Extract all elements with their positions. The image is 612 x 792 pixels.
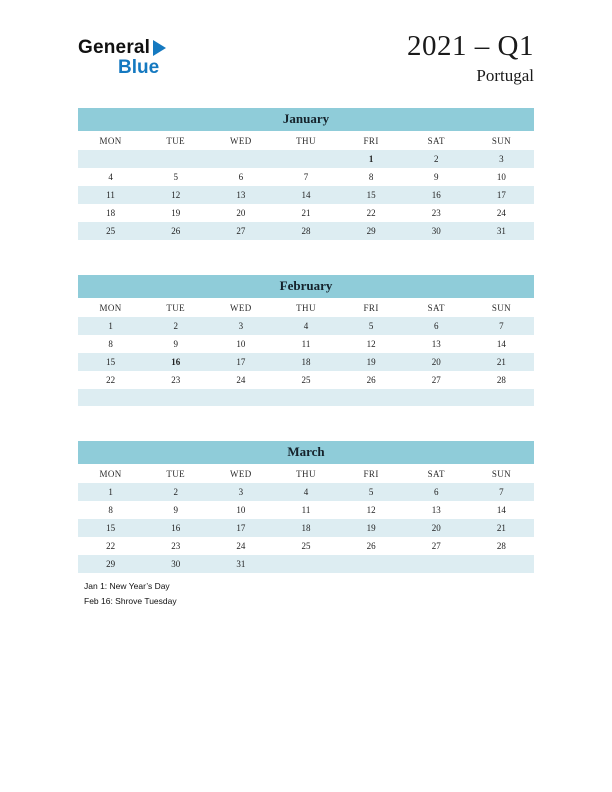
day-cell: 18 — [301, 523, 311, 533]
weekday-header: WED — [208, 298, 273, 317]
footnote: Jan 1: New Year’s Day — [84, 581, 170, 591]
day-cell: 5 — [173, 172, 178, 182]
day-cell: 10 — [496, 172, 506, 182]
day-cell: 20 — [431, 523, 441, 533]
day-cell: 8 — [108, 339, 113, 349]
day-cell: 16 — [431, 190, 441, 200]
weekday-header: MON — [78, 131, 143, 150]
day-cell: 3 — [238, 321, 244, 331]
month-grid — [78, 131, 534, 240]
day-cell: 13 — [431, 505, 441, 515]
day-cell: 12 — [366, 339, 376, 349]
day-cell: 27 — [236, 226, 246, 236]
day-cell: 22 — [366, 208, 376, 218]
page-subtitle: Portugal — [476, 66, 534, 85]
empty-day-cell — [469, 555, 534, 573]
weekday-header: THU — [273, 131, 338, 150]
day-cell: 3 — [499, 154, 504, 164]
day-cell: 13 — [431, 339, 441, 349]
week-row — [78, 519, 534, 537]
logo-text-blue: Blue — [118, 57, 160, 78]
day-cell: 26 — [366, 375, 376, 385]
day-cell: 27 — [431, 541, 441, 551]
day-cell: 6 — [238, 172, 244, 182]
empty-day-cell — [273, 389, 338, 406]
day-cell: 31 — [236, 559, 246, 569]
day-cell: 20 — [431, 357, 441, 367]
day-cell: 15 — [106, 357, 116, 367]
week-row — [78, 168, 534, 186]
day-cell: 20 — [236, 208, 246, 218]
empty-day-cell — [143, 389, 208, 406]
day-cell: 29 — [106, 559, 116, 569]
week-row — [78, 501, 534, 519]
logo-triangle-icon — [153, 40, 166, 56]
weekday-header: THU — [273, 298, 338, 317]
weekday-header: SUN — [469, 464, 534, 483]
day-cell: 4 — [303, 487, 309, 497]
day-cell: 21 — [496, 523, 506, 533]
calendar-months — [78, 108, 534, 608]
weekday-header-row — [78, 298, 534, 317]
month-grid — [78, 298, 534, 406]
page-title: 2021 – Q1 — [407, 30, 534, 62]
day-cell: 1 — [108, 321, 113, 331]
day-cell: 26 — [366, 541, 376, 551]
week-row — [78, 537, 534, 555]
day-cell: 8 — [108, 505, 113, 515]
day-cell: 31 — [496, 226, 506, 236]
day-cell: 14 — [496, 505, 506, 515]
weekday-header: TUE — [143, 131, 208, 150]
day-cell: 11 — [106, 190, 115, 200]
month-title: February — [78, 275, 534, 298]
month-january — [78, 108, 534, 240]
day-cell: 10 — [236, 339, 246, 349]
day-cell: 16 — [171, 523, 181, 533]
day-cell: 29 — [366, 226, 376, 236]
weekday-header-row — [78, 131, 534, 150]
day-cell: 22 — [106, 541, 116, 551]
empty-day-cell — [208, 389, 273, 406]
weekday-header: FRI — [339, 298, 404, 317]
day-cell: 28 — [301, 226, 311, 236]
day-cell: 18 — [301, 357, 311, 367]
empty-day-cell — [404, 389, 469, 406]
logo-text-general: General — [78, 37, 151, 58]
week-row — [78, 204, 534, 222]
day-cell: 2 — [434, 154, 439, 164]
week-row — [78, 371, 534, 389]
week-row — [78, 186, 534, 204]
day-cell: 30 — [431, 226, 441, 236]
empty-day-cell — [339, 389, 404, 406]
day-cell: 15 — [366, 190, 376, 200]
weekday-header: WED — [208, 464, 273, 483]
weekday-header: MON — [78, 298, 143, 317]
day-cell: 19 — [366, 357, 376, 367]
general-blue-logo — [78, 38, 166, 77]
day-cell: 13 — [236, 190, 246, 200]
day-cell: 30 — [171, 559, 181, 569]
day-cell: 17 — [496, 190, 506, 200]
empty-day-cell — [208, 150, 273, 168]
empty-day-cell — [78, 389, 143, 406]
day-cell: 12 — [171, 190, 181, 200]
week-row — [78, 317, 534, 335]
empty-day-cell — [339, 555, 404, 573]
day-cell: 18 — [106, 208, 116, 218]
weekday-header: THU — [273, 464, 338, 483]
weekday-header: SAT — [404, 131, 469, 150]
day-cell: 8 — [368, 172, 374, 182]
weekday-header: FRI — [339, 464, 404, 483]
day-cell: 25 — [301, 375, 311, 385]
day-cell: 24 — [496, 208, 506, 218]
day-cell: 2 — [173, 321, 178, 331]
day-cell: 10 — [236, 505, 246, 515]
logo-line-general — [78, 38, 166, 57]
day-cell: 23 — [431, 208, 441, 218]
day-cell: 7 — [303, 172, 309, 182]
empty-day-cell — [78, 150, 143, 168]
day-cell: 23 — [171, 375, 181, 385]
month-march — [78, 441, 534, 573]
weekday-header: SUN — [469, 131, 534, 150]
empty-day-cell — [469, 389, 534, 406]
day-cell: 11 — [301, 505, 311, 515]
week-row — [78, 222, 534, 240]
day-cell: 17 — [236, 523, 246, 533]
empty-day-cell — [273, 150, 338, 168]
day-cell: 21 — [301, 208, 311, 218]
day-cell: 26 — [171, 226, 181, 236]
month-title: March — [78, 441, 534, 464]
day-cell: 17 — [236, 357, 246, 367]
day-cell: 1 — [108, 487, 113, 497]
footnote: Feb 16: Shrove Tuesday — [84, 596, 177, 606]
day-cell: 5 — [368, 321, 374, 331]
day-cell: 21 — [496, 357, 506, 367]
weekday-header: TUE — [143, 298, 208, 317]
month-grid — [78, 464, 534, 573]
weekday-header: SUN — [469, 298, 534, 317]
weekday-header-row — [78, 464, 534, 483]
holiday-footnotes — [84, 579, 177, 609]
day-cell: 25 — [106, 226, 116, 236]
day-cell: 14 — [301, 190, 311, 200]
weekday-header: SAT — [404, 464, 469, 483]
day-cell: 2 — [173, 487, 178, 497]
week-row — [78, 483, 534, 501]
empty-day-cell — [143, 150, 208, 168]
title-block — [407, 30, 534, 86]
day-cell: 23 — [171, 541, 181, 551]
day-cell: 27 — [431, 375, 441, 385]
holiday-day-cell: 16 — [171, 357, 181, 367]
empty-day-cell — [404, 555, 469, 573]
weekday-header: FRI — [339, 131, 404, 150]
day-cell: 24 — [236, 375, 246, 385]
month-february — [78, 275, 534, 406]
day-cell: 28 — [496, 375, 506, 385]
day-cell: 9 — [434, 172, 439, 182]
day-cell: 19 — [366, 523, 376, 533]
day-cell: 22 — [106, 375, 116, 385]
weekday-header: WED — [208, 131, 273, 150]
day-cell: 3 — [238, 487, 244, 497]
week-row — [78, 353, 534, 371]
day-cell: 28 — [496, 541, 506, 551]
day-cell: 7 — [499, 487, 504, 497]
day-cell: 9 — [173, 505, 178, 515]
day-cell: 6 — [434, 321, 439, 331]
week-row — [78, 335, 534, 353]
empty-day-cell — [273, 555, 338, 573]
day-cell: 9 — [173, 339, 178, 349]
week-row — [78, 389, 534, 406]
month-title: January — [78, 108, 534, 131]
day-cell: 12 — [366, 505, 376, 515]
page-header — [78, 30, 534, 100]
weekday-header: MON — [78, 464, 143, 483]
day-cell: 4 — [303, 321, 309, 331]
day-cell: 7 — [499, 321, 504, 331]
day-cell: 6 — [434, 487, 439, 497]
day-cell: 5 — [368, 487, 374, 497]
week-row — [78, 555, 534, 573]
day-cell: 24 — [236, 541, 246, 551]
day-cell: 15 — [106, 523, 116, 533]
weekday-header: TUE — [143, 464, 208, 483]
day-cell: 4 — [108, 172, 113, 182]
day-cell: 25 — [301, 541, 311, 551]
weekday-header: SAT — [404, 298, 469, 317]
day-cell: 19 — [171, 208, 181, 218]
day-cell: 14 — [496, 339, 506, 349]
holiday-day-cell: 1 — [368, 154, 374, 164]
week-row — [78, 150, 534, 168]
day-cell: 11 — [301, 339, 311, 349]
